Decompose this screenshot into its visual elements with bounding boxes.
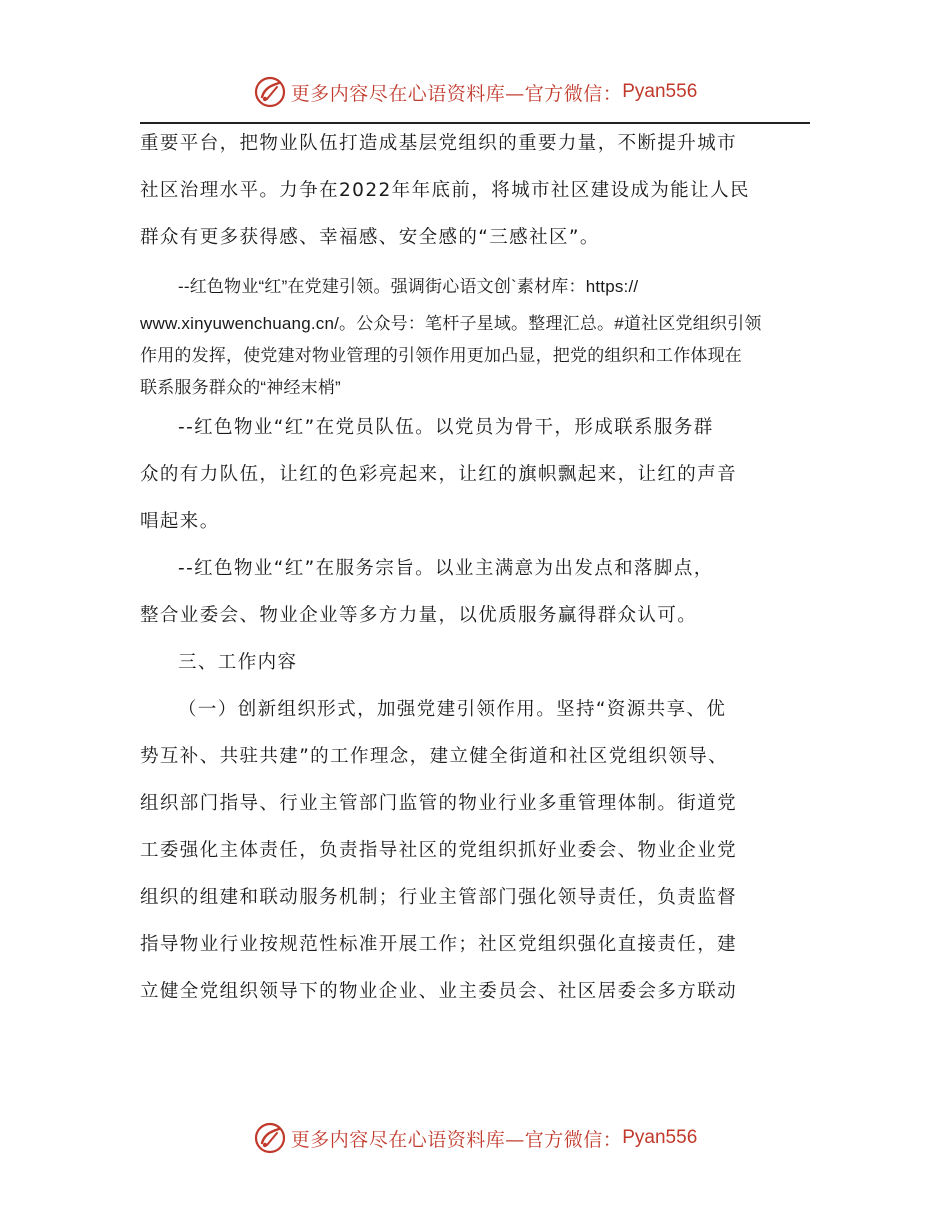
brand-logo-icon (253, 75, 287, 109)
body-line: --红色物业“红”在党员队伍。以党员为骨干，形成联系服务群 (178, 417, 714, 438)
document-body (140, 120, 810, 1015)
quote-line: 联系服务群众的“神经末梢” (140, 378, 341, 397)
section-heading: 三、工作内容 (178, 652, 298, 673)
quote-line: www.xinyuwenchuang.cn/。公众号：笔杆子星域。整理汇总。#道社区党组织引领 (140, 314, 762, 333)
body-line: 整合业委会、物业企业等多方力量，以优质服务赢得群众认可。 (140, 605, 698, 626)
quote-line: --红色物业“红”在党建引领。强调街心语文创`素材库：https:// (178, 277, 639, 296)
header-banner-id: Pyan556 (622, 81, 698, 102)
brand-logo-icon (253, 1121, 287, 1155)
page-footer (0, 1118, 950, 1158)
header-banner-text: 更多内容尽在心语资料库—官方微信： (290, 82, 623, 105)
body-line: 重要平台，把物业队伍打造成基层党组织的重要力量，不断提升城市 (140, 133, 738, 154)
footer-banner-text: 更多内容尽在心语资料库—官方微信： (290, 1128, 623, 1151)
body-line: 组织的组建和联动服务机制；行业主管部门强化领导责任，负责监督 (140, 887, 738, 908)
body-line: 势互补、共驻共建”的工作理念，建立健全街道和社区党组织领导、 (140, 746, 729, 767)
body-line: （一）创新组织形式，加强党建引领作用。坚持“资源共享、优 (178, 699, 727, 720)
body-line: --红色物业“红”在服务宗旨。以业主满意为出发点和落脚点， (178, 558, 714, 579)
body-line: 社区治理水平。力争在2022年年底前，将城市社区建设成为能让人民 (140, 180, 750, 201)
page-header (0, 72, 950, 112)
body-line: 工委强化主体责任，负责指导社区的党组织抓好业委会、物业企业党 (140, 840, 738, 861)
body-line: 立健全党组织领导下的物业企业、业主委员会、社区居委会多方联动 (140, 981, 738, 1002)
body-line: 众的有力队伍，让红的色彩亮起来，让红的旗帜飘起来，让红的声音 (140, 464, 738, 485)
quote-line: 作用的发挥，使党建对物业管理的引领作用更加凸显，把党的组织和工作体现在 (140, 346, 742, 365)
body-line: 唱起来。 (140, 511, 220, 532)
body-line: 群众有更多获得感、幸福感、安全感的“三感社区”。 (140, 227, 600, 248)
body-line: 组织部门指导、行业主管部门监管的物业行业多重管理体制。街道党 (140, 793, 738, 814)
body-line: 指导物业行业按规范性标准开展工作；社区党组织强化直接责任，建 (140, 934, 738, 955)
footer-banner-id: Pyan556 (622, 1127, 698, 1148)
